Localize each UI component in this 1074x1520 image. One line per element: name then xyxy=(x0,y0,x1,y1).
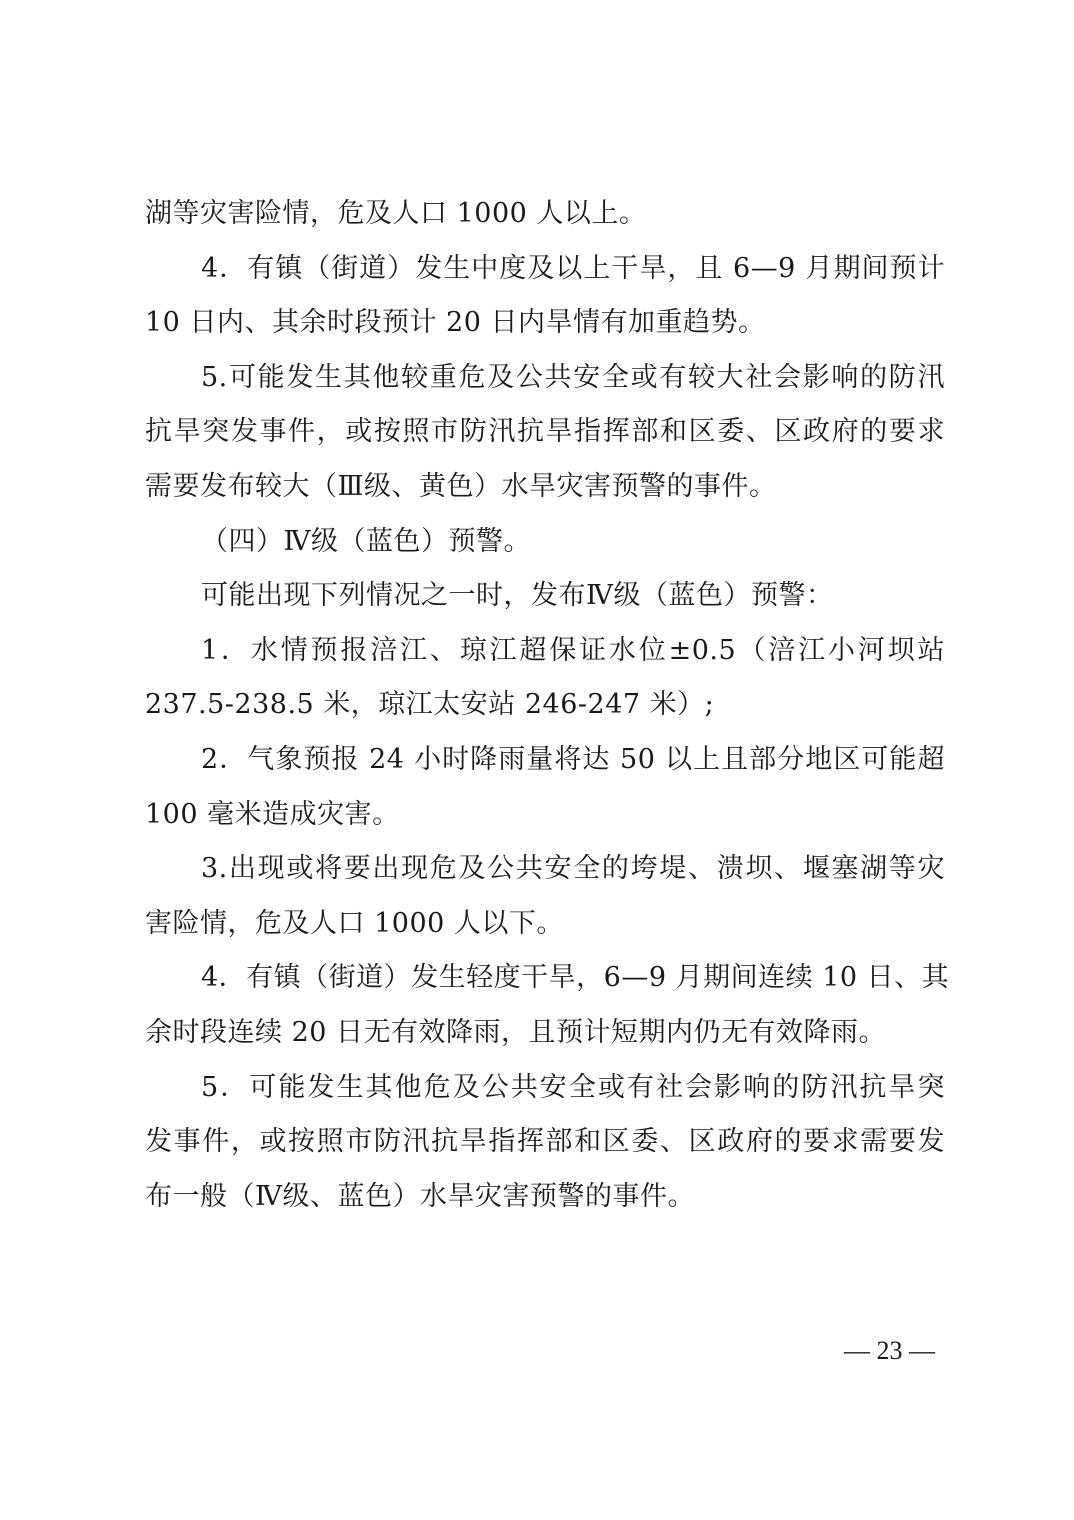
page-number: — 23 — xyxy=(844,1336,935,1365)
text-line: 10 日内、其余时段预计 20 日内旱情有加重趋势。 xyxy=(145,307,766,339)
text-line: 害险情，危及人口 1000 人以下。 xyxy=(145,907,564,939)
text-line: 2．气象预报 24 小时降雨量将达 50 以上且部分地区可能超 xyxy=(201,743,945,775)
text-line: 余时段连续 20 日无有效降雨，且预计短期内仍无有效降雨。 xyxy=(145,1016,887,1048)
text-line: 发事件，或按照市防汛抗旱指挥部和区委、区政府的要求需要发 xyxy=(145,1126,945,1158)
text-line: 4．有镇（街道）发生中度及以上干旱，且 6—9 月期间预计 xyxy=(201,252,945,284)
text-line: 可能出现下列情况之一时，发布Ⅳ级（蓝色）预警： xyxy=(201,580,834,612)
section-heading: （四）Ⅳ级（蓝色）预警。 xyxy=(201,525,531,557)
text-line: 237.5-238.5 米，琼江太安站 246-247 米）; xyxy=(145,689,715,721)
text-line: 抗旱突发事件，或按照市防汛抗旱指挥部和区委、区政府的要求 xyxy=(145,416,945,448)
text-line: 1．水情预报涪江、琼江超保证水位±0.5（涪江小河坝站 xyxy=(201,634,945,666)
text-line: 布一般（Ⅳ级、蓝色）水旱灾害预警的事件。 xyxy=(145,1180,695,1212)
text-line: 4．有镇（街道）发生轻度干旱，6—9 月期间连续 10 日、其 xyxy=(201,962,950,994)
text-line: 5.可能发生其他较重危及公共安全或有较大社会影响的防汛 xyxy=(201,361,945,393)
text-line: 3.出现或将要出现危及公共安全的垮堤、溃坝、堰塞湖等灾 xyxy=(201,853,945,885)
text-line: 100 毫米造成灾害。 xyxy=(145,798,400,830)
text-line: 湖等灾害险情，危及人口 1000 人以上。 xyxy=(145,198,647,229)
text-line: 需要发布较大（Ⅲ级、黄色）水旱灾害预警的事件。 xyxy=(145,470,777,502)
document-body xyxy=(145,187,950,1224)
text-line: 5．可能发生其他危及公共安全或有社会影响的防汛抗旱突 xyxy=(201,1071,945,1103)
